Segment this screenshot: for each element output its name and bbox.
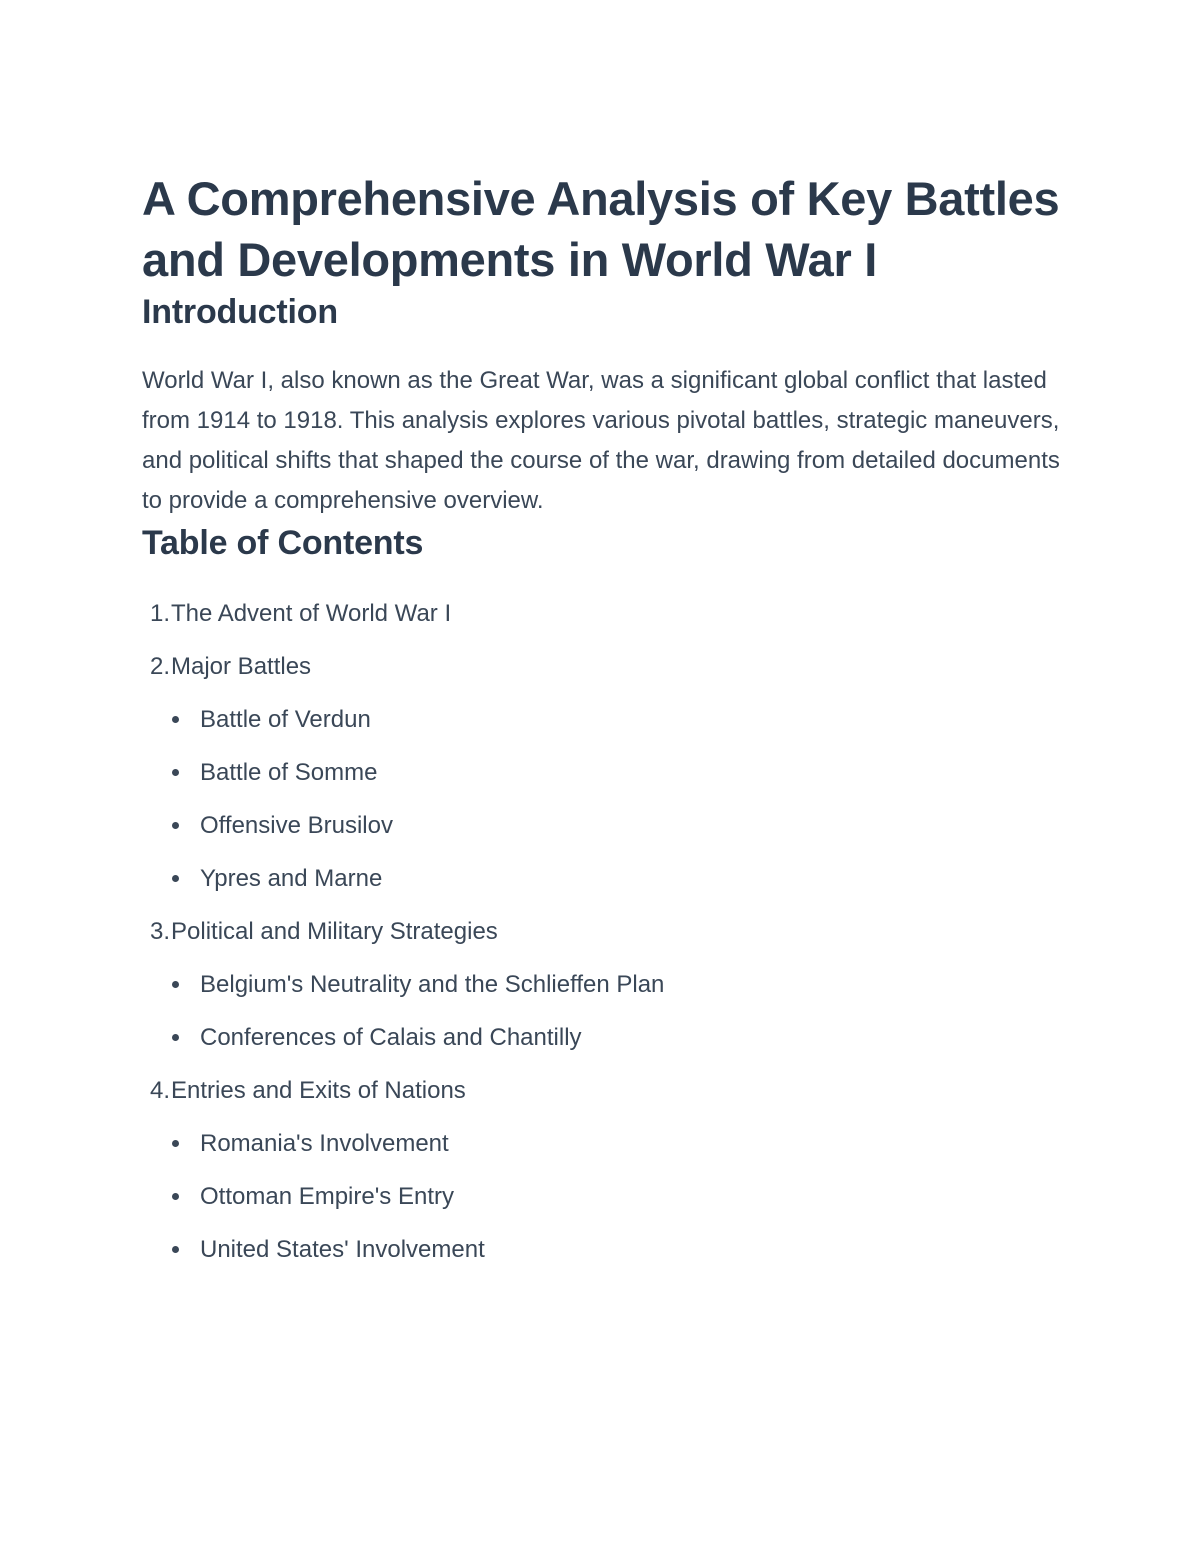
toc-item: [142, 587, 1062, 640]
bullet-icon: [172, 822, 179, 829]
toc-item-number: 4.: [149, 1077, 170, 1104]
toc-subitem-label: Ypres and Marne: [200, 865, 383, 892]
toc-subitem: [142, 1170, 1062, 1223]
toc-subitem-label: United States' Involvement: [200, 1236, 485, 1263]
introduction-paragraph: World War I, also known as the Great War, was a significant global conflict that lasted from 1914 to 1918. This analysis explores various pivotal battles, strategic maneuvers, and political shifts that shaped the course of the war, drawing from detailed documents to provide a comprehensive overview.: [142, 367, 1060, 514]
toc-subitem: [142, 1223, 1062, 1276]
bullet-icon: [172, 1034, 179, 1041]
introduction-heading: Introduction: [142, 293, 338, 331]
toc-item-label: Political and Military Strategies: [171, 918, 498, 945]
toc-subitem: [142, 746, 1062, 799]
bullet-icon: [172, 716, 179, 723]
bullet-icon: [172, 769, 179, 776]
toc-subitem: [142, 1011, 1062, 1064]
toc-subitem-label: Offensive Brusilov: [200, 812, 393, 839]
toc-item: [142, 905, 1062, 1064]
document-page: [142, 168, 1062, 1276]
toc-item-number: 3.: [149, 918, 170, 945]
toc-item-number: 2.: [149, 653, 170, 680]
toc-item: [142, 1064, 1062, 1276]
toc-subitem-label: Battle of Verdun: [200, 706, 371, 733]
bullet-icon: [172, 1246, 179, 1253]
toc-item-label: Entries and Exits of Nations: [171, 1077, 466, 1104]
bullet-icon: [172, 1193, 179, 1200]
toc-sublist: [142, 1117, 1062, 1276]
table-of-contents: [142, 587, 1062, 1276]
toc-sublist: [142, 693, 1062, 905]
toc-subitem: [142, 799, 1062, 852]
toc-subitem: [142, 693, 1062, 746]
toc-subitem: [142, 958, 1062, 1011]
toc-item-number: 1.: [149, 600, 170, 627]
toc-subitem: [142, 852, 1062, 905]
toc-subitem: [142, 1117, 1062, 1170]
bullet-icon: [172, 875, 179, 882]
toc-heading: Table of Contents: [142, 524, 424, 562]
toc-subitem-label: Ottoman Empire's Entry: [200, 1183, 454, 1210]
toc-item-label: Major Battles: [171, 653, 312, 680]
toc-sublist: [142, 958, 1062, 1064]
toc-item-label: The Advent of World War I: [171, 600, 452, 627]
toc-subitem-label: Conferences of Calais and Chantilly: [200, 1024, 582, 1051]
toc-item: [142, 640, 1062, 905]
bullet-icon: [172, 981, 179, 988]
document-title: A Comprehensive Analysis of Key Battles and Developments in World War I: [142, 172, 1060, 286]
toc-subitem-label: Belgium's Neutrality and the Schlieffen Plan: [200, 971, 665, 998]
toc-subitem-label: Battle of Somme: [200, 759, 378, 786]
bullet-icon: [172, 1140, 179, 1147]
toc-subitem-label: Romania's Involvement: [200, 1130, 449, 1157]
